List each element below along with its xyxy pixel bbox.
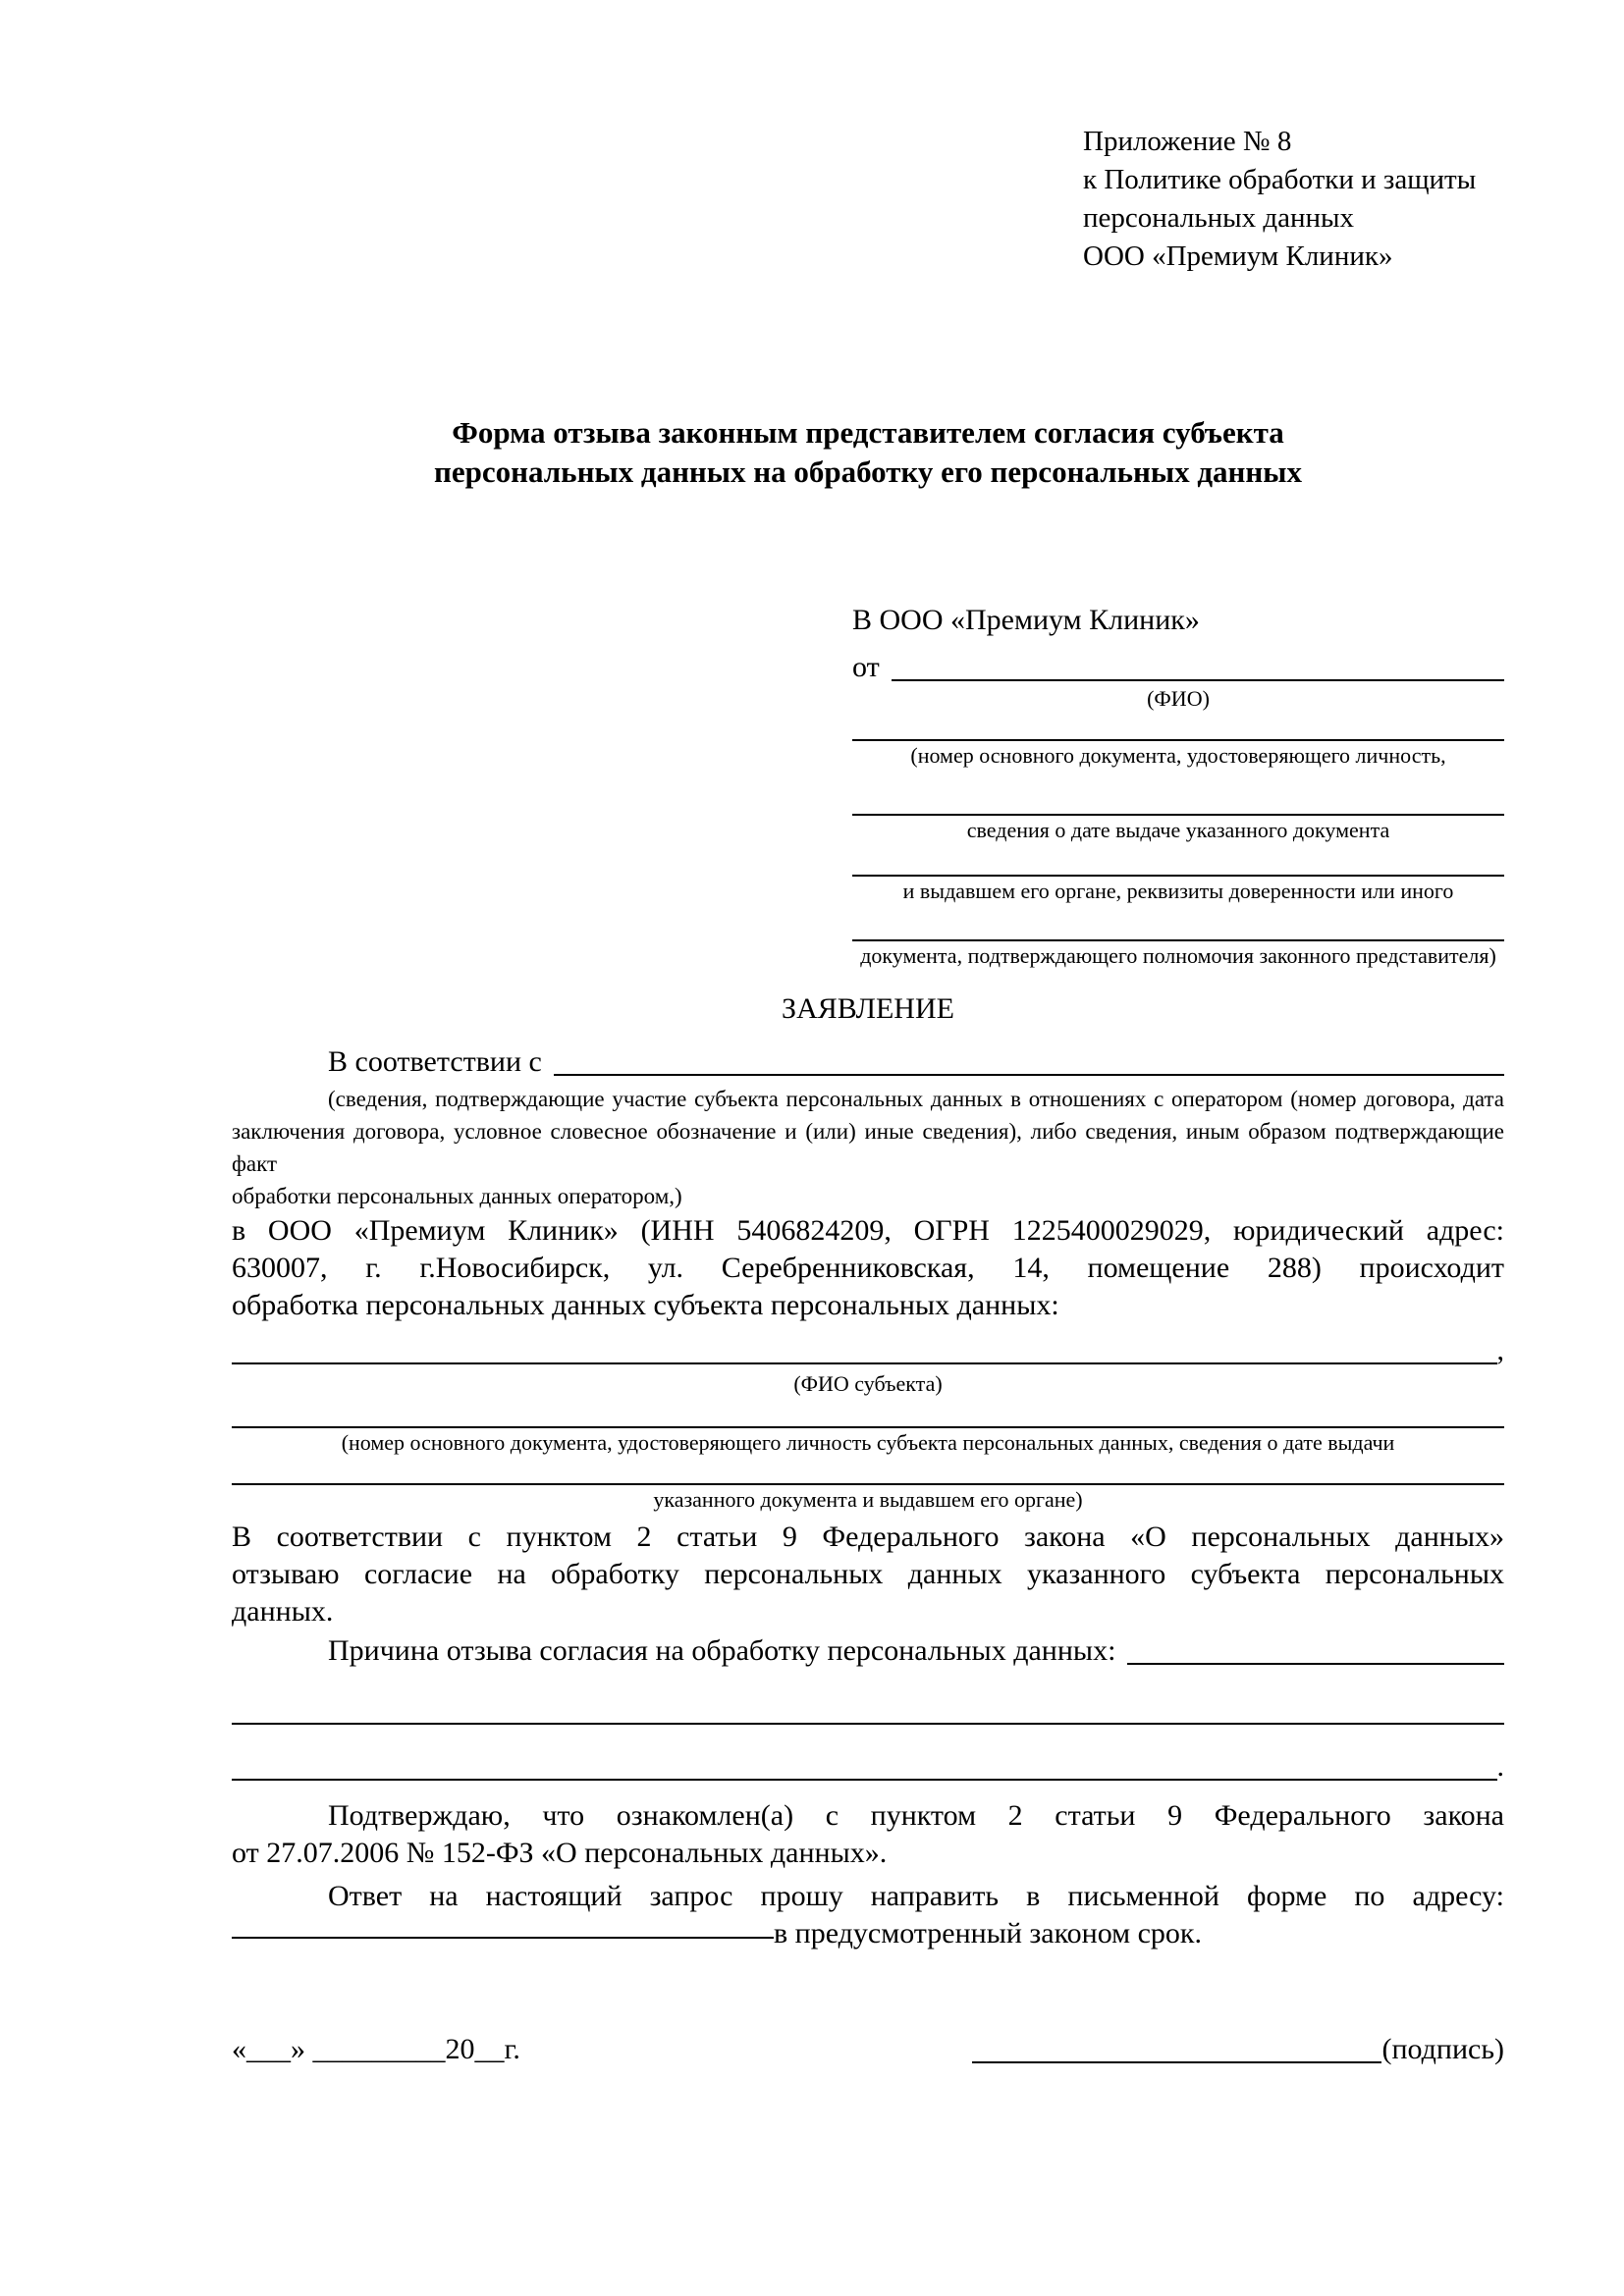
line-caption: и выдавшем его органе, реквизиты доверенности или иного [902,879,1454,903]
withdraw-line: В соответствии с пунктом 2 статьи 9 Федерального закона «О персональных данных» [232,1521,1504,1553]
operator-line: обработка персональных данных субъекта персональных данных: [232,1289,1059,1321]
confirm-paragraph [232,1797,1504,1872]
blank-line [232,1426,1504,1428]
from-label: от [852,651,880,683]
appendix-line: ООО «Премиум Клиник» [1083,240,1393,272]
blank-line [852,739,1504,741]
blank-line [852,814,1504,816]
blank-line [232,1779,1497,1781]
document-title-line: Форма отзыва законным представителем согласия субъекта [452,415,1284,450]
addressee-to: В ООО «Премиум Клиник» [852,604,1200,636]
subject-fio-caption: (ФИО субъекта) [793,1371,943,1396]
signature-blank-line [972,2061,1381,2063]
withdraw-paragraph [232,1519,1504,1630]
document-title [232,413,1504,492]
fio-caption: (ФИО) [1147,686,1210,711]
appendix-line: Приложение № 8 [1083,126,1292,157]
note-line: (сведения, подтверждающие участие субъекта персональных данных в отношениях с оператором (номер договора, дата [328,1087,1504,1111]
appendix-line: к Политике обработки и защиты [1083,164,1477,195]
date-line: «___» _________20__г. [232,2033,520,2065]
reason-row [232,1632,1504,1670]
trailing-comma: , [1496,1334,1504,1366]
operator-line: 630007, г. г.Новосибирск, ул. Серебренниковская, 14, помещение 288) происходит [232,1252,1504,1284]
blank-line [232,1483,1504,1485]
reply-line [232,1915,1504,1952]
withdraw-line: отзываю согласие на обработку персональных данных указанного субъекта персональных [232,1558,1504,1590]
accordance-row [232,1043,1504,1081]
operator-line: в ООО «Премиум Клиник» (ИНН 5406824209, ОГРН 1225400029029, юридический адрес: [232,1214,1504,1247]
blank-line [232,1723,1504,1725]
appendix-header [1083,123,1504,276]
note-line: заключения договора, условное словесное обозначение и (или) иные сведения), либо сведения, иным образом подтверждающие факт [232,1119,1504,1176]
from-blank-line [892,679,1504,681]
line-caption: документа, подтверждающего полномочия законного представителя) [860,943,1496,968]
line-caption: (номер основного документа, удостоверяющего личность, [910,743,1446,768]
withdraw-line: данных. [232,1595,334,1628]
document-title-line: персональных данных на обработку его персональных данных [434,454,1302,489]
trailing-period: . [1496,1750,1504,1783]
subject-fio-blank-line [232,1362,1497,1364]
accordance-prefix: В соответствии с [328,1045,542,1078]
confirm-line: Подтверждаю, что ознакомлен(а) с пунктом 2 статьи 9 Федерального закона [328,1799,1504,1832]
blank-line [852,875,1504,877]
blank-line [852,939,1504,941]
subject-doc-caption: (номер основного документа, удостоверяющего личность субъекта персональных данных, сведения о дате выдачи [341,1430,1395,1455]
reply-line: Ответ на настоящий запрос прошу направить в письменной форме по адресу: [328,1880,1504,1912]
line-caption: сведения о дате выдаче указанного документа [966,818,1390,842]
footer-row [232,2031,1504,2068]
blank-line-with-period [232,1748,1504,1786]
signature-caption: (подпись) [1381,2033,1504,2065]
reply-suffix: в предусмотренный законом срок. [774,1917,1202,1949]
accordance-blank-line [554,1074,1504,1076]
operator-paragraph [232,1212,1504,1324]
from-row [852,649,1504,686]
confirm-line: от 27.07.2006 № 152-ФЗ «О персональных данных». [232,1837,888,1869]
reason-blank-line [1127,1663,1504,1665]
statement-heading: ЗАЯВЛЕНИЕ [782,992,954,1025]
address-blank-line [232,1937,774,1939]
addressee-block [852,602,1504,969]
explanatory-note [232,1083,1504,1212]
subject-doc-caption: указанного документа и выдавшем его органе) [653,1487,1083,1512]
reason-prefix: Причина отзыва согласия на обработку персональных данных: [328,1634,1116,1667]
appendix-line: персональных данных [1083,202,1355,234]
reply-paragraph [232,1878,1504,1952]
note-line: обработки персональных данных оператором,) [232,1184,682,1208]
subject-fio-row [232,1332,1504,1369]
